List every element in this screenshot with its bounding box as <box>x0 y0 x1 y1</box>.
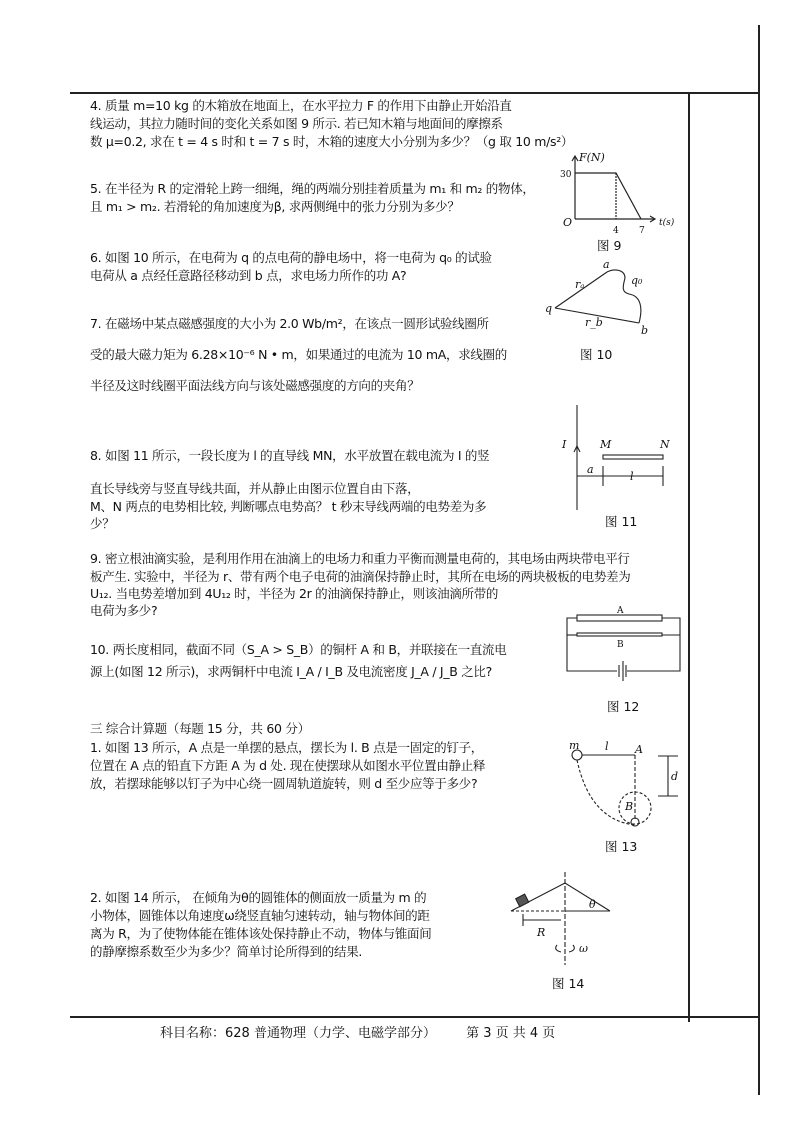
label-B: B <box>625 800 634 813</box>
c1-line: 放，若摆球能够以钉子为中心绕一圆周轨道旋转，则 d 至少应等于多少? <box>90 776 478 791</box>
q9-line: 板产生. 实验中，半径为 r、带有两个电子电荷的油滴保持静止时，其所在电场的两块极板的电势差为 <box>90 569 631 584</box>
page-number: 第 3 页 共 4 页 <box>466 1026 556 1041</box>
q10-line: 源上(如图 12 所示)，求两铜杆中电流 I_A / I_B 及电流密度 J_A / J_B 之比? <box>90 664 492 679</box>
c1-line: 位置在 A 点的铅直下方距 A 为 d 处. 现在使摆球从如图水平位置由静止释 <box>90 758 486 773</box>
q6-line: 电荷从 a 点经任意路径移动到 b 点，求电场力所作的功 A? <box>90 268 407 283</box>
y-axis-label: F(N) <box>579 151 605 164</box>
q9-line: U₁₂. 当电势差增加到 4U₁₂ 时，半径为 2r 的油滴保持静止，则该油滴所带的 <box>90 586 499 601</box>
figure-9-caption: 图 9 <box>597 238 622 253</box>
c2-line: 的静摩擦系数至少为多少？简单讨论所得到的结果. <box>90 944 363 959</box>
c2-line: 离为 R，为了使物体能在锥体该处保持静止不动，物体与锥面间 <box>90 926 432 941</box>
x-axis-label: t(s) <box>659 218 675 228</box>
x-tick: 7 <box>639 226 645 236</box>
label-B: B <box>617 640 624 650</box>
section-3-heading: 三 综合计算题（每题 15 分，共 60 分） <box>90 721 310 736</box>
label-l: l <box>630 470 634 483</box>
c1-line: 1. 如图 13 所示，A 点是一单摆的悬点，摆长为 l. B 点是一固定的钉子， <box>90 740 483 755</box>
label-l: l <box>605 740 609 753</box>
figure-11-wire <box>560 400 680 510</box>
q8-line: 少？ <box>90 516 115 531</box>
right-border <box>688 92 690 1022</box>
y-tick: 30 <box>560 170 572 180</box>
c2-line: 小物体，圆锥体以角速度ω绕竖直轴匀速转动，轴与物体间的距 <box>90 908 430 923</box>
q9-line: 电荷为多少? <box>90 603 158 618</box>
top-rule <box>70 92 760 94</box>
q5-line: 且 m₁ > m₂. 若滑轮的角加速度为β, 求两侧绳中的张力分别为多少？ <box>90 199 460 214</box>
page-footer <box>160 1022 555 1041</box>
figure-12-circuit <box>565 605 685 685</box>
label-b: b <box>641 324 649 337</box>
q4-line: 线运动，其拉力随时间的变化关系如图 9 所示. 若已知木箱与地面间的摩擦系 <box>90 116 503 131</box>
label-current: I <box>562 438 567 451</box>
q7-line: 7. 在磁场中某点磁感强度的大小为 2.0 Wb/m²，在该点一圆形试验线圈所 <box>90 316 489 331</box>
label-m: m <box>569 739 580 752</box>
label-rb: r_b <box>585 316 603 329</box>
label-ra: rₐ <box>575 278 585 291</box>
q4-line: 数 μ=0.2, 求在 t = 4 s 时和 t = 7 s 时，木箱的速度大小分别为多少？（g 取 10 m/s²） <box>90 134 574 149</box>
q10-line: 10. 两长度相同，截面不同（S_A > S_B）的铜杆 A 和 B，并联接在一直流电 <box>90 642 507 657</box>
origin-label: O <box>563 216 573 229</box>
figure-10-caption: 图 10 <box>580 347 613 362</box>
label-theta: θ <box>589 898 596 911</box>
x-tick: 4 <box>613 226 619 236</box>
label-q0: q₀ <box>631 274 643 287</box>
label-N: N <box>660 438 670 451</box>
label-d: d <box>671 770 679 783</box>
q7-line: 半径及这时线圈平面法线方向与该处磁感强度的方向的夹角？ <box>90 378 420 393</box>
page-edge <box>758 25 760 1095</box>
label-a: a <box>603 258 610 271</box>
figure-13-caption: 图 13 <box>605 839 638 854</box>
q8-line: 直长导线旁与竖直导线共面，并从静止由图示位置自由下落， <box>90 481 420 496</box>
q8-line: M、N 两点的电势相比较, 判断哪点电势高？ t 秒末导线两端的电势差为多 <box>90 499 487 514</box>
figure-14-cone <box>505 870 625 970</box>
subject-name: 科目名称：628 普通物理（力学、电磁学部分） <box>160 1026 436 1041</box>
label-a: a <box>587 463 594 476</box>
figure-10-charge-path <box>545 258 685 338</box>
q6-line: 6. 如图 10 所示，在电荷为 q 的点电荷的静电场中，将一电荷为 q₀ 的试验 <box>90 250 492 265</box>
q9-line: 9. 密立根油滴实验，是利用作用在油滴上的电场力和重力平衡而测量电荷的，其电场由两块带电平行 <box>90 551 630 566</box>
label-M: M <box>600 438 612 451</box>
figure-13-pendulum <box>565 740 685 840</box>
label-q: q <box>545 302 553 315</box>
q4-line: 4. 质量 m=10 kg 的木箱放在地面上，在水平拉力 F 的作用下由静止开始沿直 <box>90 98 512 113</box>
q5-line: 5. 在半径为 R 的定滑轮上跨一细绳，绳的两端分别挂着质量为 m₁ 和 m₂ 的物体， <box>90 181 535 196</box>
figure-14-caption: 图 14 <box>552 976 585 991</box>
label-A: A <box>617 606 624 616</box>
label-omega: ω <box>579 942 588 955</box>
figure-12-caption: 图 12 <box>607 699 640 714</box>
figure-11-caption: 图 11 <box>605 514 638 529</box>
bottom-rule <box>70 1016 760 1018</box>
label-A: A <box>635 743 643 756</box>
c2-line: 2. 如图 14 所示， 在倾角为θ的圆锥体的侧面放一质量为 m 的 <box>90 890 427 905</box>
q7-line: 受的最大磁力矩为 6.28×10⁻⁶ N • m，如果通过的电流为 10 mA，求线圈的 <box>90 347 507 362</box>
q8-line: 8. 如图 11 所示，一段长度为 l 的直导线 MN，水平放置在载电流为 I 的竖 <box>90 448 490 463</box>
label-R: R <box>537 926 546 939</box>
figure-9-force-time-graph <box>555 151 685 241</box>
